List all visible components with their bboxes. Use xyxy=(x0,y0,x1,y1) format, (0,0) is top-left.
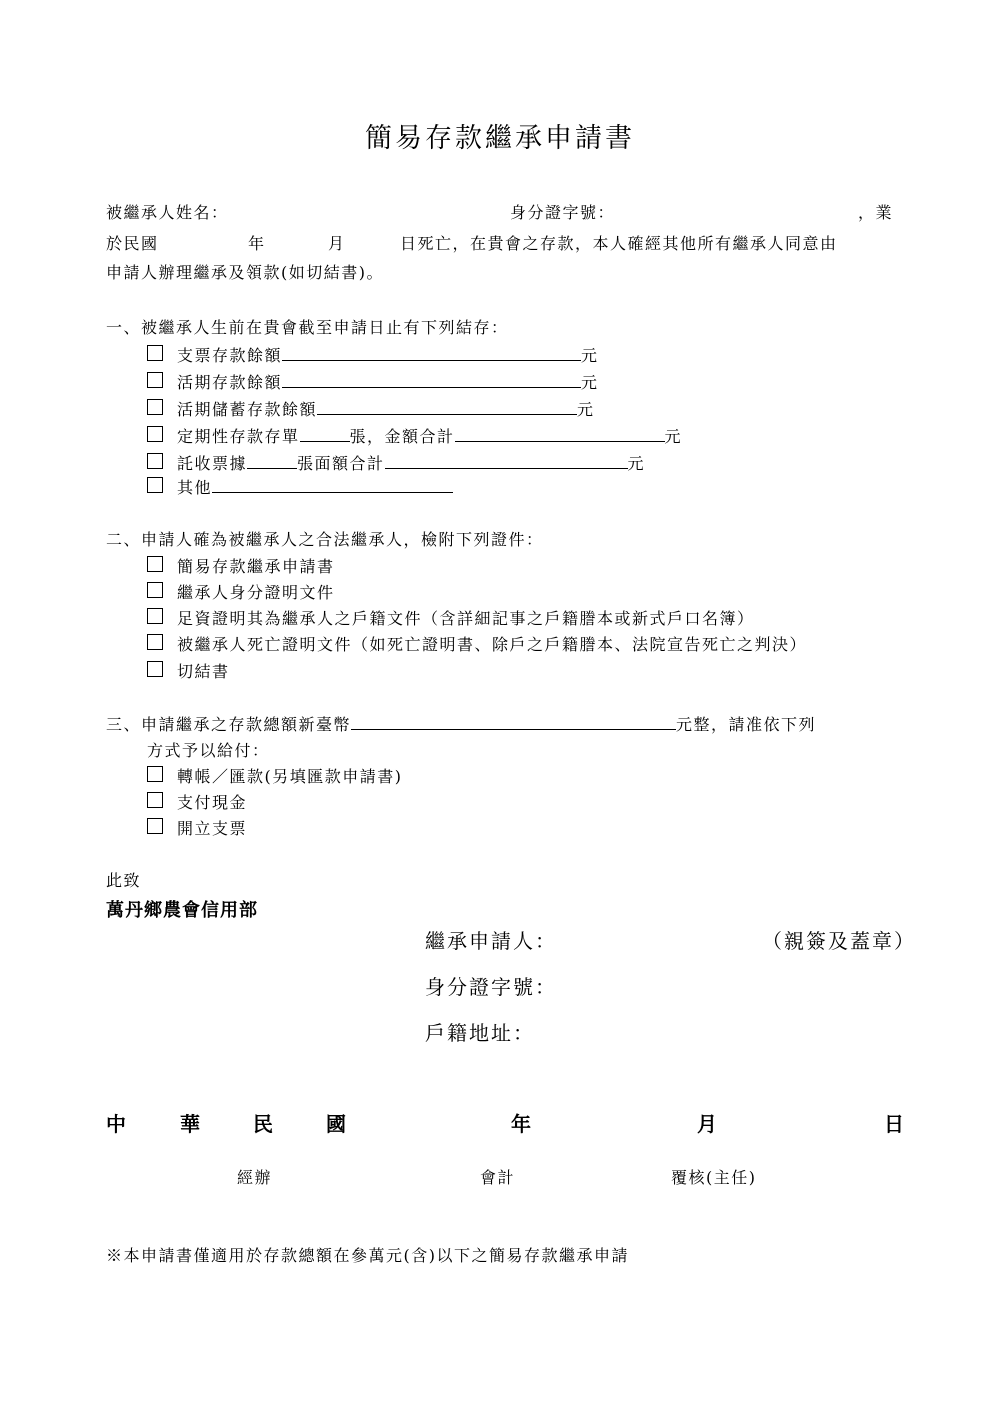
checkbox[interactable] xyxy=(147,453,163,469)
amount-blank[interactable] xyxy=(455,426,665,442)
payment-option: 開立支票 xyxy=(147,816,247,839)
checkbox[interactable] xyxy=(147,372,163,388)
checkbox[interactable] xyxy=(147,608,163,624)
section3-heading: 三、申請繼承之存款總額新臺幣 元整，請准依下列 xyxy=(106,715,817,734)
count-blank[interactable] xyxy=(247,453,297,469)
item-time-deposit: 定期性存款存單 張，金額合計 元 xyxy=(147,424,682,447)
section2-heading: 二、申請人確為被繼承人之合法繼承人，檢附下列證件： xyxy=(106,530,544,549)
doc-item: 繼承人身分證明文件 xyxy=(147,580,335,603)
item-other: 其他 xyxy=(147,475,453,498)
handler-label: 經辦 xyxy=(237,1168,273,1187)
checkbox[interactable] xyxy=(147,477,163,493)
signature-note: （親簽及蓋章） xyxy=(762,929,916,953)
deceased-name-label: 被繼承人姓名： xyxy=(106,203,229,222)
total-amount-blank[interactable] xyxy=(351,714,676,730)
payment-option: 支付現金 xyxy=(147,790,247,813)
date-char-zhong: 中 xyxy=(106,1112,128,1136)
year-label: 年 xyxy=(248,234,266,253)
footnote: ※本申請書僅適用於存款總額在參萬元(含)以下之簡易存款繼承申請 xyxy=(106,1246,629,1265)
amount-blank[interactable] xyxy=(282,345,581,361)
amount-blank[interactable] xyxy=(282,372,581,388)
amount-blank[interactable] xyxy=(385,453,628,469)
checkbox[interactable] xyxy=(147,766,163,782)
amount-blank[interactable] xyxy=(317,399,577,415)
comma-ye-text: ，業 xyxy=(858,203,894,222)
checkbox[interactable] xyxy=(147,634,163,650)
date-day: 日 xyxy=(884,1112,906,1136)
page-title: 簡易存款繼承申請書 xyxy=(365,123,635,154)
checkbox[interactable] xyxy=(147,582,163,598)
item-demand: 活期存款餘額 元 xyxy=(147,370,599,393)
applicant-label: 繼承申請人： xyxy=(425,929,557,953)
checkbox[interactable] xyxy=(147,426,163,442)
id-no-label: 身分證字號： xyxy=(510,203,616,222)
checkbox[interactable] xyxy=(147,399,163,415)
statement-line3: 申請人辦理繼承及領款(如切結書)。 xyxy=(106,263,384,282)
checkbox[interactable] xyxy=(147,661,163,677)
section1-heading: 一、被繼承人生前在貴會截至申請日止有下列結存： xyxy=(106,318,509,337)
date-month: 月 xyxy=(697,1112,719,1136)
date-char-guo: 國 xyxy=(326,1112,348,1136)
month-label: 月 xyxy=(328,234,346,253)
salutation: 此致 xyxy=(106,871,142,890)
checkbox[interactable] xyxy=(147,556,163,572)
applicant-id-label: 身分證字號： xyxy=(425,975,557,999)
item-savings: 活期儲蓄存款餘額 元 xyxy=(147,397,595,420)
doc-item: 簡易存款繼承申請書 xyxy=(147,554,335,577)
review-label: 覆核(主任) xyxy=(671,1168,757,1187)
checkbox[interactable] xyxy=(147,345,163,361)
doc-item: 被繼承人死亡證明文件（如死亡證明書、除戶之戶籍謄本、法院宣告死亡之判決） xyxy=(147,632,807,655)
count-blank[interactable] xyxy=(300,426,350,442)
item-checking: 支票存款餘額 元 xyxy=(147,343,599,366)
death-statement: 日死亡，在貴會之存款，本人確經其他所有繼承人同意由 xyxy=(400,234,838,253)
roc-label: 於民國 xyxy=(106,234,159,253)
item-collection: 託收票據 張面額合計 元 xyxy=(147,451,645,474)
address-label: 戶籍地址： xyxy=(425,1021,535,1045)
date-char-hua: 華 xyxy=(180,1112,202,1136)
doc-item: 切結書 xyxy=(147,659,230,682)
doc-item: 足資證明其為繼承人之戶籍文件（含詳細記事之戶籍謄本或新式戶口名簿） xyxy=(147,606,755,629)
section3-heading-cont: 方式予以給付： xyxy=(147,741,270,760)
accounting-label: 會計 xyxy=(480,1168,516,1187)
checkbox[interactable] xyxy=(147,818,163,834)
checkbox[interactable] xyxy=(147,792,163,808)
recipient: 萬丹鄉農會信用部 xyxy=(106,900,258,921)
date-year: 年 xyxy=(511,1112,533,1136)
payment-option: 轉帳／匯款(另填匯款申請書) xyxy=(147,764,403,787)
date-char-min: 民 xyxy=(253,1112,275,1136)
other-blank[interactable] xyxy=(212,477,453,493)
